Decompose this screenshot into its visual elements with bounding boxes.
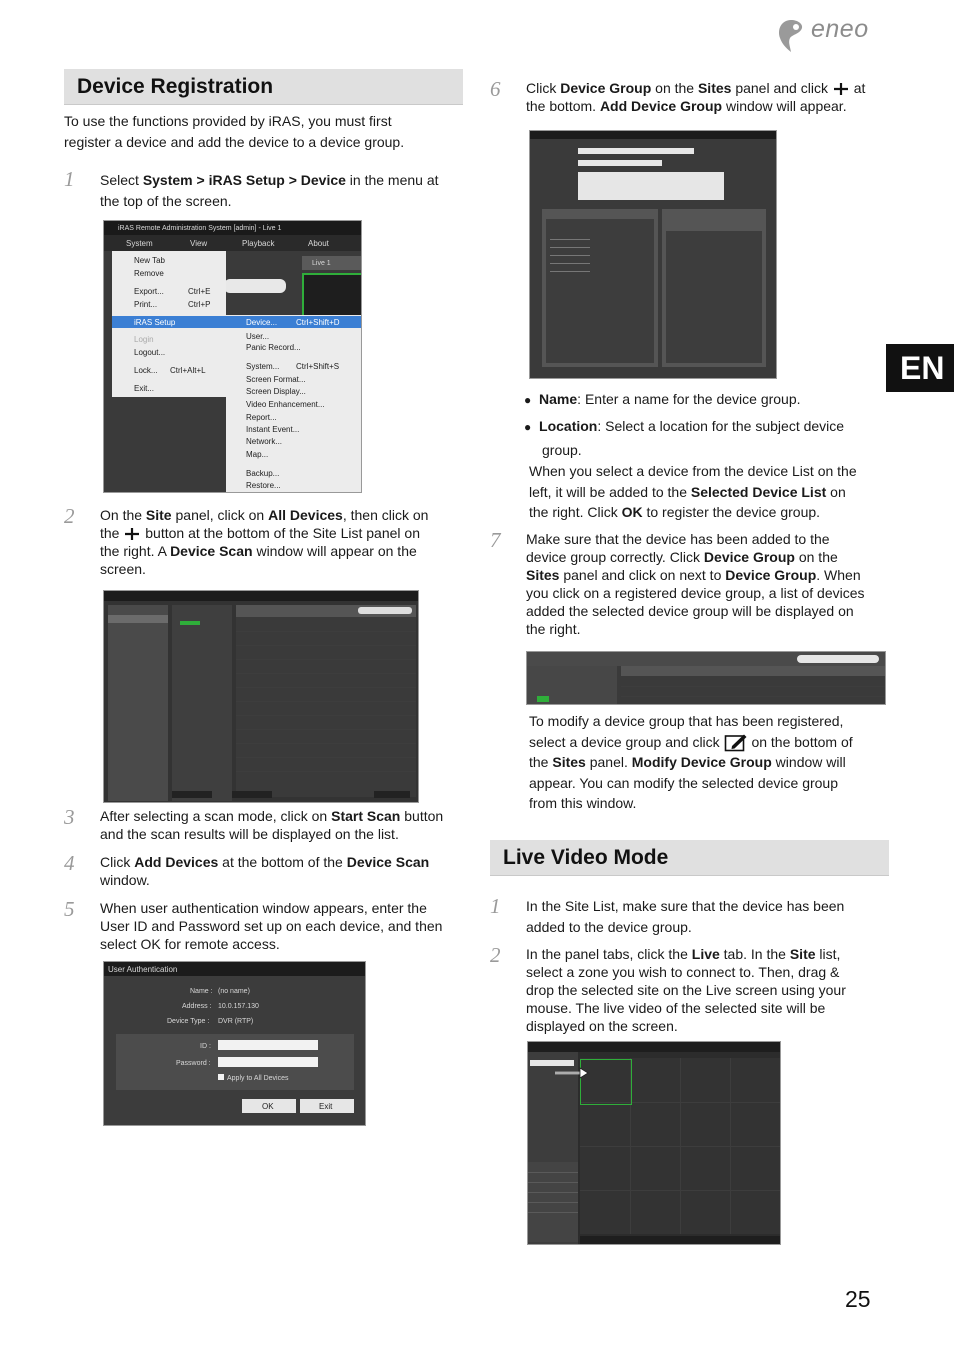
live-step-1-text: In the Site List, make sure that the device has been added to the device group. — [526, 898, 845, 935]
step-number: 6 — [490, 77, 501, 101]
plus-icon — [123, 527, 141, 541]
step-3-text: After selecting a scan mode, click on Start Scan button and the scan results will be displayed on the list. — [100, 808, 444, 842]
edit-icon — [724, 733, 748, 752]
user-authentication-screenshot: User Authentication Name : (no name) Address : 10.0.157.130 Device Type : DVR (RTP) ID : Password : Apply to All Devices OK Exit — [103, 961, 366, 1126]
add-device-group-screenshot — [529, 130, 777, 379]
drag-arrow-icon — [554, 1067, 590, 1079]
step-number: 7 — [490, 528, 501, 552]
device-scan-screenshot — [103, 590, 419, 803]
live-video-screenshot — [527, 1041, 781, 1245]
note-6-text: When you select a device from the device List on the left, it will be added to the Selected Device List on the right. Click OK to register the device group. — [529, 463, 857, 520]
intro-line: register a device and add the device to a device group. — [64, 134, 405, 150]
step-7-text: Make sure that the device has been added to the device group correctly. Click Device Group on the Sites panel and click on next to Device Group. When you click on a registered device group, a list of devices added the selected device group will be displayed on the right. — [526, 531, 865, 637]
language-tab: EN — [886, 344, 954, 392]
eneo-logo-mark-icon — [776, 18, 806, 54]
plus-icon — [832, 82, 850, 96]
eneo-logo — [776, 16, 886, 56]
device-group-list-screenshot — [526, 651, 886, 705]
logo-text: eneo — [811, 15, 869, 43]
step-5-text: When user authentication window appears, enter the User ID and Password set up on each device, and then select OK for remote access. — [100, 900, 443, 952]
intro-paragraph — [64, 111, 463, 153]
note-7-text: To modify a device group that has been registered, select a device group and click on the bottom of the Sites panel. Modify Device Group window will appear. You can modify the selected device group from this window. — [529, 713, 853, 812]
live-step-2-text: In the panel tabs, click the Live tab. In the Site list, select a zone you wish to connect to. Then, drag & drop the selected site on the Live screen using your mouse. The live video of the selected site will be displayed on the screen. — [526, 946, 846, 1034]
step-number: 2 — [64, 504, 75, 528]
step-1-text: Select System > iRAS Setup > Device in the menu at the top of the screen. — [100, 172, 439, 209]
step-number: 1 — [64, 167, 75, 191]
section-title-device-registration: Device Registration — [64, 69, 463, 105]
step-number: 2 — [490, 943, 501, 967]
step-number: 3 — [64, 805, 75, 829]
step-number: 4 — [64, 851, 75, 875]
bullet-name: ● Name: Enter a name for the device group. — [524, 391, 801, 407]
menu-screenshot: iRAS Remote Administration System [admin] - Live 1 System View Playback About Live 1 New Tab Remove Export... Ctrl+E Print... Ctrl+P iRAS Setup Login Logout... Lock... Ctrl+Alt+L Exit... Device... Ctrl+Shift+D User... Panic Record... System... Ctrl+Shift+S Screen Format... Screen Display... Video Enhancement... Report... Instant Event... Network... Map... Backup... Restore... — [103, 220, 362, 493]
step-2-text: On the Site panel, click on All Devices, then click on the button at the bottom of the Site List panel on the right. A Device Scan window will appear on the screen. — [100, 507, 429, 577]
step-6-text: Click Device Group on the Sites panel and click at the bottom. Add Device Group window will appear. — [526, 80, 866, 114]
step-number: 1 — [490, 894, 501, 918]
section-title-live-video-mode: Live Video Mode — [490, 840, 889, 876]
page-number: 25 — [845, 1286, 871, 1312]
step-4-text: Click Add Devices at the bottom of the Device Scan window. — [100, 854, 430, 888]
bullet-dot-icon: ● — [524, 393, 532, 407]
bullet-dot-icon: ● — [524, 420, 532, 434]
bullet-location: ● Location: Select a location for the subject device group. — [524, 418, 845, 458]
step-number: 5 — [64, 897, 75, 921]
intro-line: To use the functions provided by iRAS, you must first — [64, 113, 392, 129]
